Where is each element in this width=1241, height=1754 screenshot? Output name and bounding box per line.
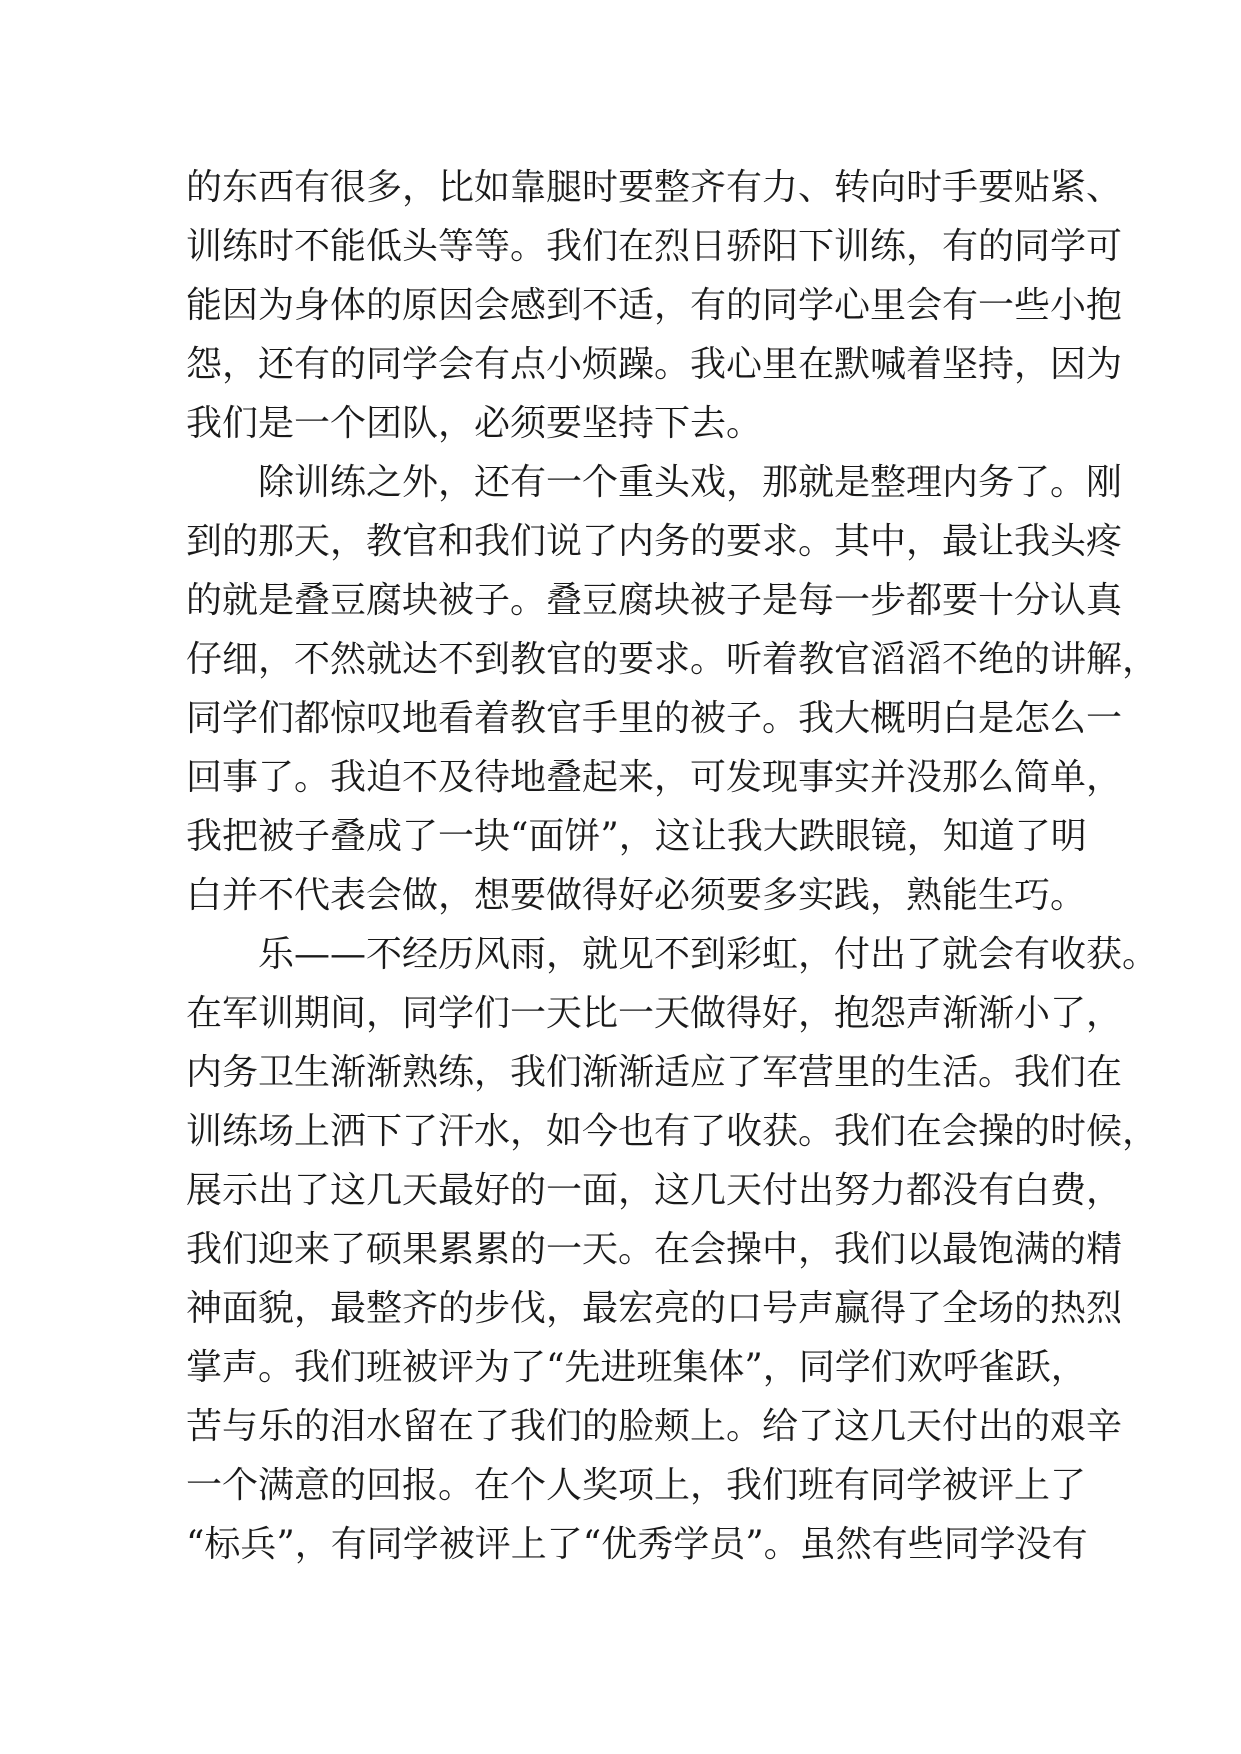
paragraph-first-line: 除训练之外，还有一个重头戏，那就是整理内务了。刚 [258,462,1123,503]
text-line: “标兵”，有同学被评上了“优秀学员”。虽然有些同学没有 [186,1524,1088,1565]
text-line: 能因为身体的原因会感到不适，有的同学心里会有一些小抱 [186,285,1123,326]
paragraph-first-line: 乐——不经历风雨，就见不到彩虹，付出了就会有收获。 [258,934,1159,975]
text-line: 的就是叠豆腐块被子。叠豆腐块被子是每一步都要十分认真 [186,580,1123,621]
text-line: 苦与乐的泪水留在了我们的脸颊上。给了这几天付出的艰辛 [186,1406,1123,1447]
text-line: 同学们都惊叹地看着教官手里的被子。我大概明白是怎么一 [186,698,1123,739]
text-line: 到的那天，教官和我们说了内务的要求。其中，最让我头疼 [186,521,1123,562]
text-line: 内务卫生渐渐熟练，我们渐渐适应了军营里的生活。我们在 [186,1052,1123,1093]
text-line: 训练场上洒下了汗水，如今也有了收获。我们在会操的时候， [186,1111,1159,1152]
document-body [186,158,1159,1574]
text-line: 在军训期间，同学们一天比一天做得好，抱怨声渐渐小了， [186,993,1123,1034]
text-line: 我把被子叠成了一块“面饼”，这让我大跌眼镜，知道了明 [186,816,1087,857]
text-line: 我们迎来了硕果累累的一天。在会操中，我们以最饱满的精 [186,1229,1123,1270]
text-line: 的东西有很多，比如靠腿时要整齐有力、转向时手要贴紧、 [186,167,1123,208]
text-line: 神面貌，最整齐的步伐，最宏亮的口号声赢得了全场的热烈 [186,1288,1123,1329]
text-line: 白并不代表会做，想要做得好必须要多实践，熟能生巧。 [186,875,1087,916]
text-line: 掌声。我们班被评为了“先进班集体”，同学们欢呼雀跃， [186,1347,1087,1388]
text-line: 怨，还有的同学会有点小烦躁。我心里在默喊着坚持，因为 [186,344,1123,385]
text-line: 展示出了这几天最好的一面，这几天付出努力都没有白费， [186,1170,1123,1211]
text-line: 回事了。我迫不及待地叠起来，可发现事实并没那么简单， [186,757,1123,798]
text-line: 我们是一个团队，必须要坚持下去。 [186,403,763,444]
text-line: 训练时不能低头等等。我们在烈日骄阳下训练，有的同学可 [186,226,1123,267]
text-line: 仔细，不然就达不到教官的要求。听着教官滔滔不绝的讲解， [186,639,1159,680]
text-line: 一个满意的回报。在个人奖项上，我们班有同学被评上了 [186,1465,1087,1506]
